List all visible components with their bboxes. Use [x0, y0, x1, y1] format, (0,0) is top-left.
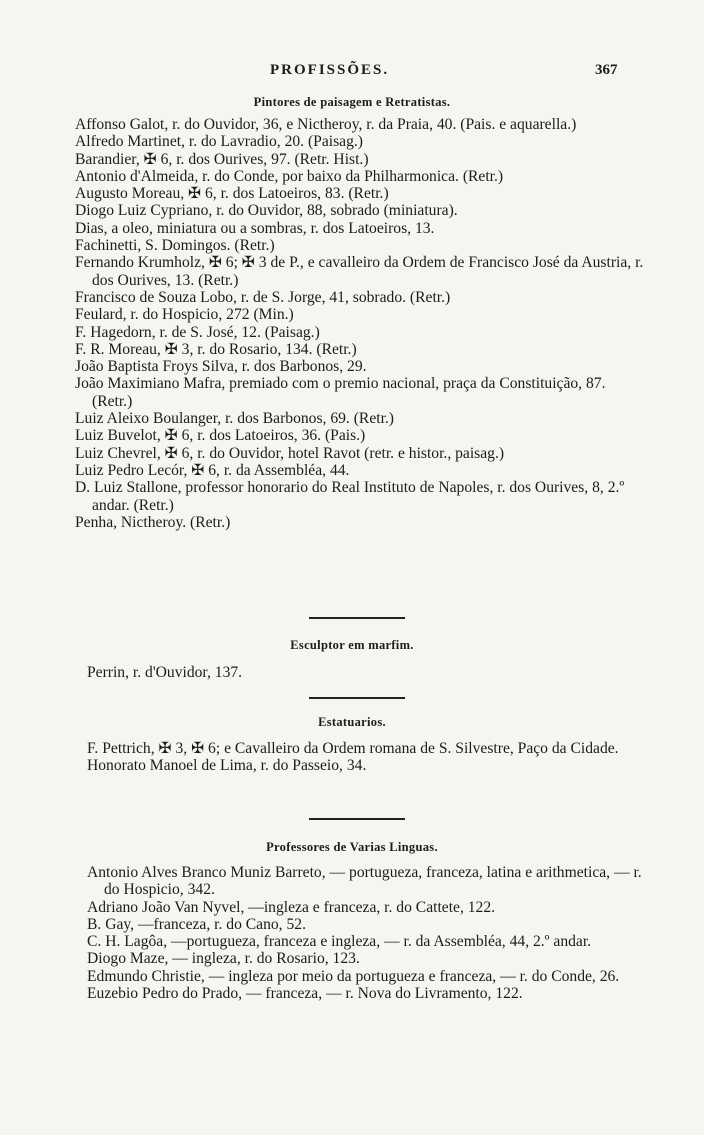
list-item: Diogo Maze, — ingleza, r. do Rosario, 123. [87, 950, 360, 968]
list-item: Feulard, r. do Hospicio, 272 (Min.) [75, 306, 294, 324]
list-item: Adriano João Van Nyvel, —ingleza e franceza, r. do Cattete, 122. [87, 898, 496, 916]
list-item: Dias, a oleo, miniatura ou a sombras, r. dos Latoeiros, 13. [75, 219, 435, 237]
list-item: Antonio d'Almeida, r. do Conde, por baixo da Philharmonica. (Retr.) [75, 167, 504, 185]
running-title: PROFISSÕES. [270, 62, 390, 78]
list-item: Antonio Alves Branco Muniz Barreto, — portugueza, franceza, latina e arithmetica, — r. do Hospicio, 342. [87, 864, 642, 899]
list-item: João Baptista Froys Silva, r. dos Barbonos, 29. [75, 358, 367, 376]
section-list-estatuarios [87, 740, 649, 775]
section-title-pintores: Pintores de paisagem e Retratistas. [253, 95, 451, 109]
list-item: Luiz Pedro Lecór, ✠ 6, r. da Assembléa, 44. [75, 461, 350, 479]
list-item: Francisco de Souza Lobo, r. de S. Jorge, 41, sobrado. (Retr.) [75, 288, 451, 306]
list-item: Affonso Galot, r. do Ouvidor, 36, e Nictheroy, r. da Praia, 40. (Pais. e aquarella.) [75, 116, 577, 133]
section-list-esculptor [87, 664, 647, 681]
list-item: B. Gay, —franceza, r. do Cano, 52. [87, 915, 306, 933]
list-item: Luiz Aleixo Boulanger, r. dos Barbonos, 69. (Retr.) [75, 410, 395, 428]
list-item: Fachinetti, S. Domingos. (Retr.) [75, 237, 275, 255]
list-item: Luiz Buvelot, ✠ 6, r. dos Latoeiros, 36. (Pais.) [75, 427, 366, 445]
list-item: F. Pettrich, ✠ 3, ✠ 6; e Cavalleiro da Ordem romana de S. Silvestre, Paço da Cidade. [87, 740, 619, 757]
section-list-professores [87, 864, 649, 1002]
list-item: Perrin, r. d'Ouvidor, 137. [87, 664, 243, 681]
page-number: 367 [595, 62, 618, 78]
list-item: C. H. Lagôa, —portugueza, franceza e ingleza, — r. da Assembléa, 44, 2.º andar. [87, 933, 592, 951]
list-item: F. Hagedorn, r. de S. José, 12. (Paisag.) [75, 323, 320, 341]
list-item: Diogo Luiz Cypriano, r. do Ouvidor, 88, sobrado (miniatura). [75, 202, 458, 220]
section-list-pintores [75, 116, 647, 531]
list-item: Luiz Chevrel, ✠ 6, r. do Ouvidor, hotel Ravot (retr. e histor., paisag.) [75, 444, 505, 462]
section-title-esculptor: Esculptor em marfim. [290, 638, 414, 652]
list-item: Euzebio Pedro do Prado, — franceza, — r. Nova do Livramento, 122. [87, 985, 523, 1003]
list-item: D. Luiz Stallone, professor honorario do Real Instituto de Napoles, r. dos Ourives, 8, 2.º andar. (Retr.) [75, 479, 625, 514]
list-item: Penha, Nictheroy. (Retr.) [75, 513, 231, 531]
list-item: Alfredo Martinet, r. do Lavradio, 20. (Paisag.) [75, 133, 363, 151]
section-divider [309, 697, 405, 699]
list-item: Honorato Manoel de Lima, r. do Passeio, 34. [87, 757, 367, 775]
list-item: João Maximiano Mafra, premiado com o premio nacional, praça da Constituição, 87. (Retr.) [75, 375, 606, 410]
section-divider [309, 818, 405, 820]
section-divider [309, 617, 405, 619]
list-item: Augusto Moreau, ✠ 6, r. dos Latoeiros, 83. (Retr.) [75, 185, 389, 203]
list-item: Fernando Krumholz, ✠ 6; ✠ 3 de P., e cavalleiro da Ordem de Francisco José da Austria, r. dos Ourives, 13. (Retr.) [75, 254, 644, 289]
section-title-estatuarios: Estatuarios. [318, 715, 386, 729]
list-item: F. R. Moreau, ✠ 3, r. do Rosario, 134. (Retr.) [75, 340, 357, 358]
list-item: Barandier, ✠ 6, r. dos Ourives, 97. (Retr. Hist.) [75, 150, 369, 168]
page-header [0, 62, 704, 88]
list-item: Edmundo Christie, — ingleza por meio da portugueza e franceza, — r. do Conde, 26. [87, 967, 620, 985]
section-title-professores: Professores de Varias Linguas. [266, 840, 438, 854]
